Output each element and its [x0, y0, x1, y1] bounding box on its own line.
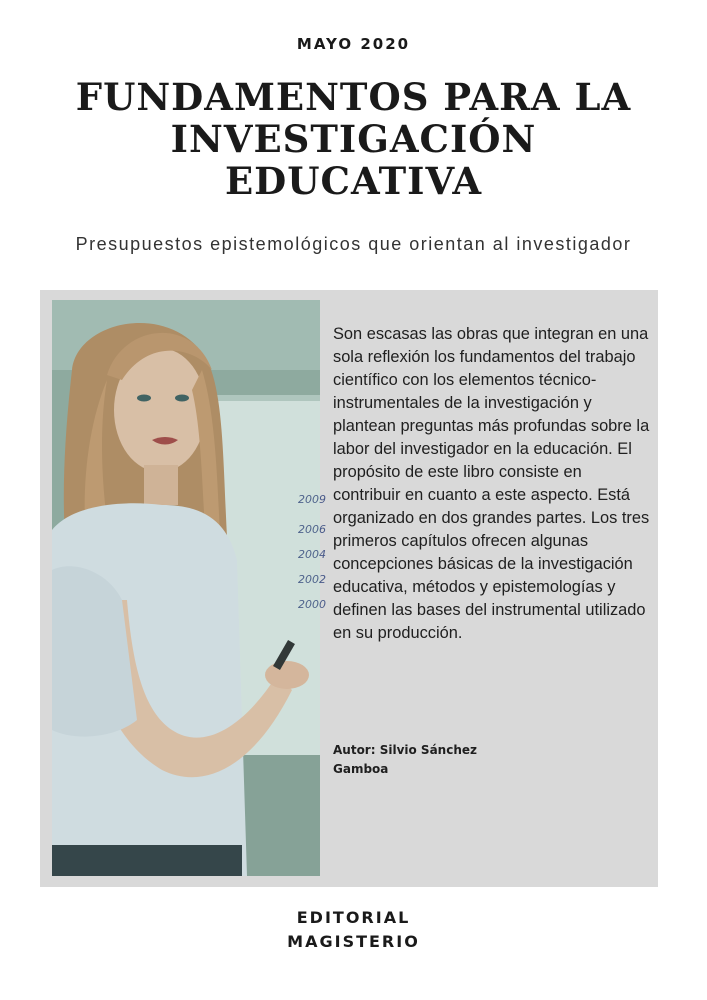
- publication-date: MAYO 2020: [296, 35, 411, 53]
- publisher-line-1: EDITORIAL: [296, 908, 411, 927]
- publisher-line-2: MAGISTERIO: [287, 932, 420, 951]
- whiteboard-text-1: 2009: [298, 493, 326, 506]
- author-credit: Autor: Silvio Sánchez Gamboa: [333, 743, 477, 776]
- publisher-name: [0, 906, 707, 954]
- whiteboard-text-4: 2002: [298, 573, 326, 586]
- content-panel: [40, 290, 658, 887]
- book-description: Son escasas las obras que integran en una sola reflexión los fundamentos del trabajo científico con los elementos técnico-instrumentales de la investigación y plantean preguntas más profundas sobre la labor del investigador en la educación. El propósito de este libro consiste en contribuir en cuanto a este aspecto. Está organizado en dos grandes partes. Los tres primeros capítulos ofrecen algunas concepciones básicas de la investigación educativa, métodos y epistemologías y definen las bases del instrumental utilizado en su producción.: [333, 325, 650, 642]
- whiteboard-text-3: 2004: [298, 548, 326, 561]
- book-subtitle: Presupuestos epistemológicos que orientan al investigador: [75, 234, 632, 254]
- presenter-photo: [52, 300, 326, 876]
- whiteboard-text-5: 2000: [298, 598, 326, 611]
- book-title: FUNDAMENTOS PARA LA INVESTIGACIÓN EDUCATIVA: [75, 75, 632, 203]
- whiteboard-text-2: 2006: [298, 523, 326, 536]
